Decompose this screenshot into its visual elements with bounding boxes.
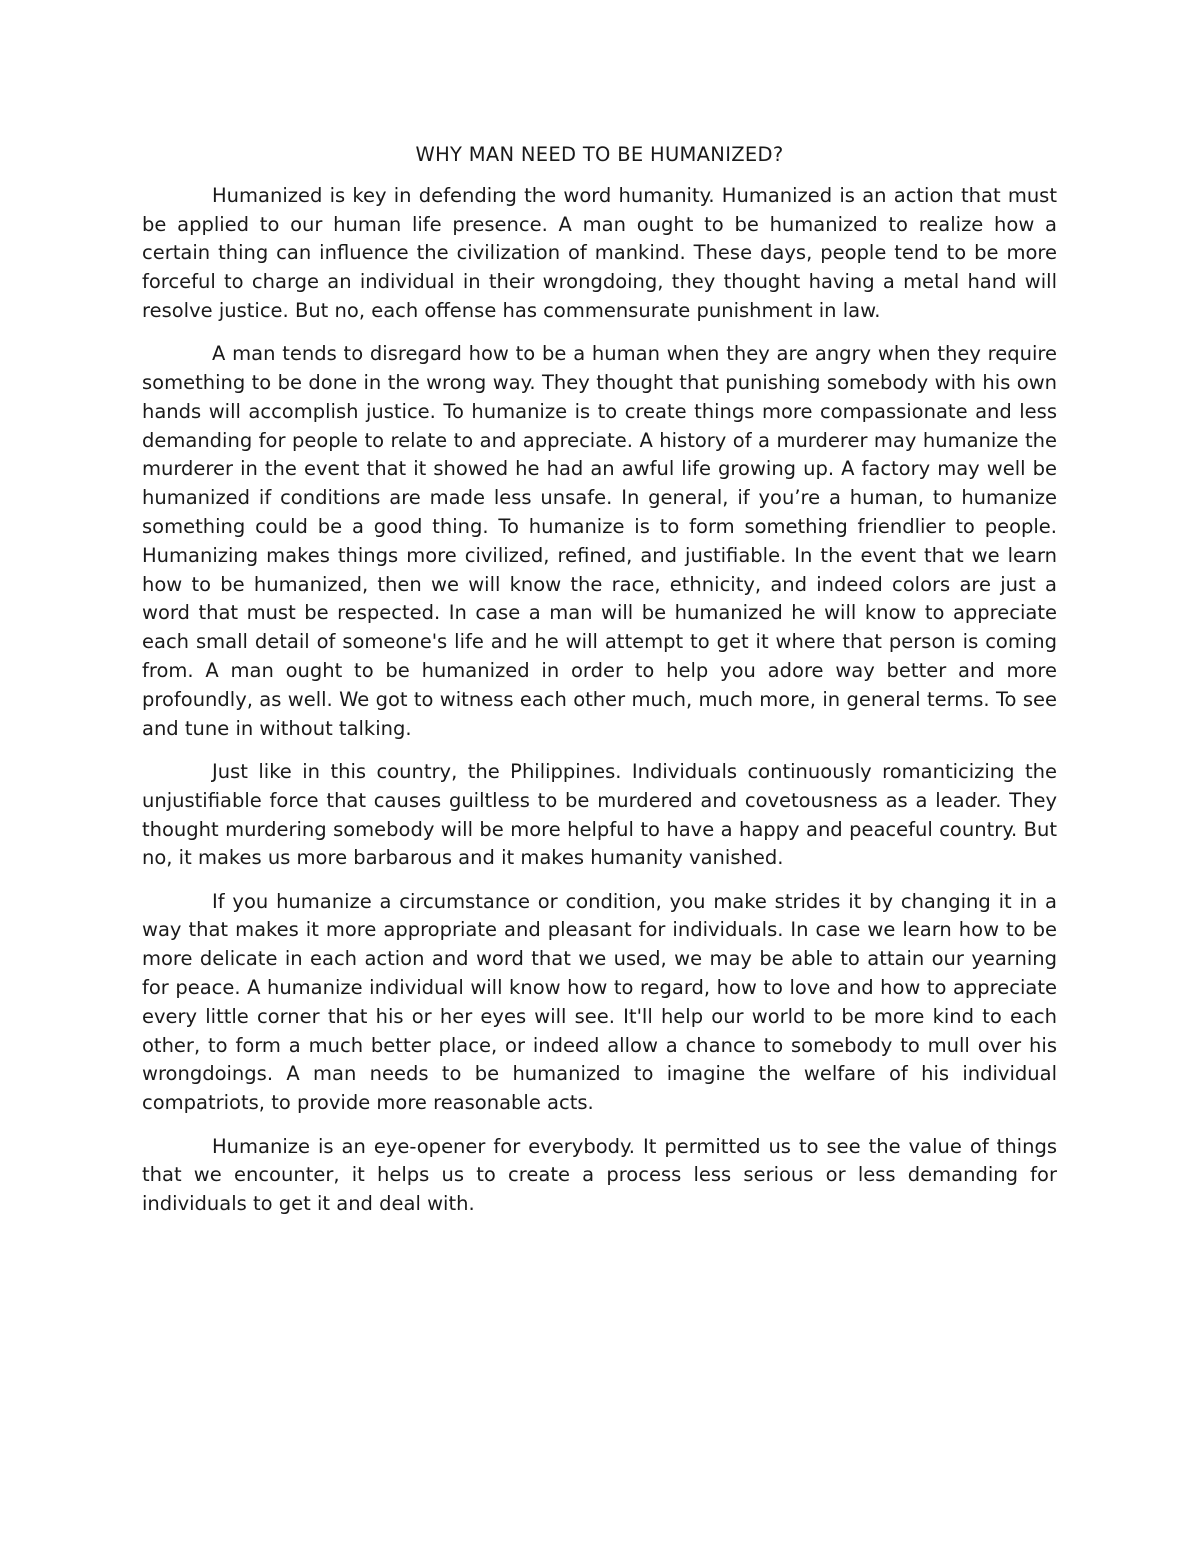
paragraph-2: A man tends to disregard how to be a human when they are angry when they require something to be done in the wrong way. They thought that punishing somebody with his own hands will accomplish justice. To humanize is to create things more compassionate and less demanding for people to relate to and appreciate. A history of a murderer may humanize the murderer in the event that it showed he had an awful life growing up. A factory may well be humanized if conditions are made less unsafe. In general, if you’re a human, to humanize something could be a good thing. To humanize is to form something friendlier to people. Humanizing makes things more civilized, refined, and justifiable. In the event that we learn how to be humanized, then we will know the race, ethnicity, and indeed colors are just a word that must be respected. In case a man will be humanized he will know to appreciate each small detail of someone's life and he will attempt to get it where that person is coming from. A man ought to be humanized in order to help you adore way better and more profoundly, as well. We got to witness each other much, much more, in general terms. To see and tune in without talking.	[142, 342, 1057, 740]
page-title: WHY MAN NEED TO BE HUMANIZED?	[415, 143, 784, 166]
paragraph-5: Humanize is an eye-opener for everybody. It permitted us to see the value of things that we encounter, it helps us to create a process less serious or less demanding for individuals to get it and deal with.	[142, 1134, 1057, 1216]
paragraph-3: Just like in this country, the Philippines. Individuals continuously romanticizing the unjustifiable force that causes guiltless to be murdered and covetousness as a leader. They thought murdering somebody will be more helpful to have a happy and peaceful country. But no, it makes us more barbarous and it makes humanity vanished.	[142, 759, 1057, 870]
document-body	[142, 141, 1057, 1233]
paragraph-4: If you humanize a circumstance or condition, you make strides it by changing it in a way that makes it more appropriate and pleasant for individuals. In case we learn how to be more delicate in each action and word that we used, we may be able to attain our yearning for peace. A humanize individual will know how to regard, how to love and how to appreciate every little corner that his or her eyes will see. It'll help our world to be more kind to each other, to form a much better place, or indeed allow a chance to somebody to mull over his wrongdoings. A man needs to be humanized to imagine the welfare of his individual compatriots, to provide more reasonable acts.	[142, 889, 1057, 1115]
paragraph-1: Humanized is key in defending the word humanity. Humanized is an action that must be applied to our human life presence. A man ought to be humanized to realize how a certain thing can influence the civilization of mankind. These days, people tend to be more forceful to charge an individual in their wrongdoing, they thought having a metal hand will resolve justice. But no, each offense has commensurate punishment in law.	[142, 183, 1057, 322]
